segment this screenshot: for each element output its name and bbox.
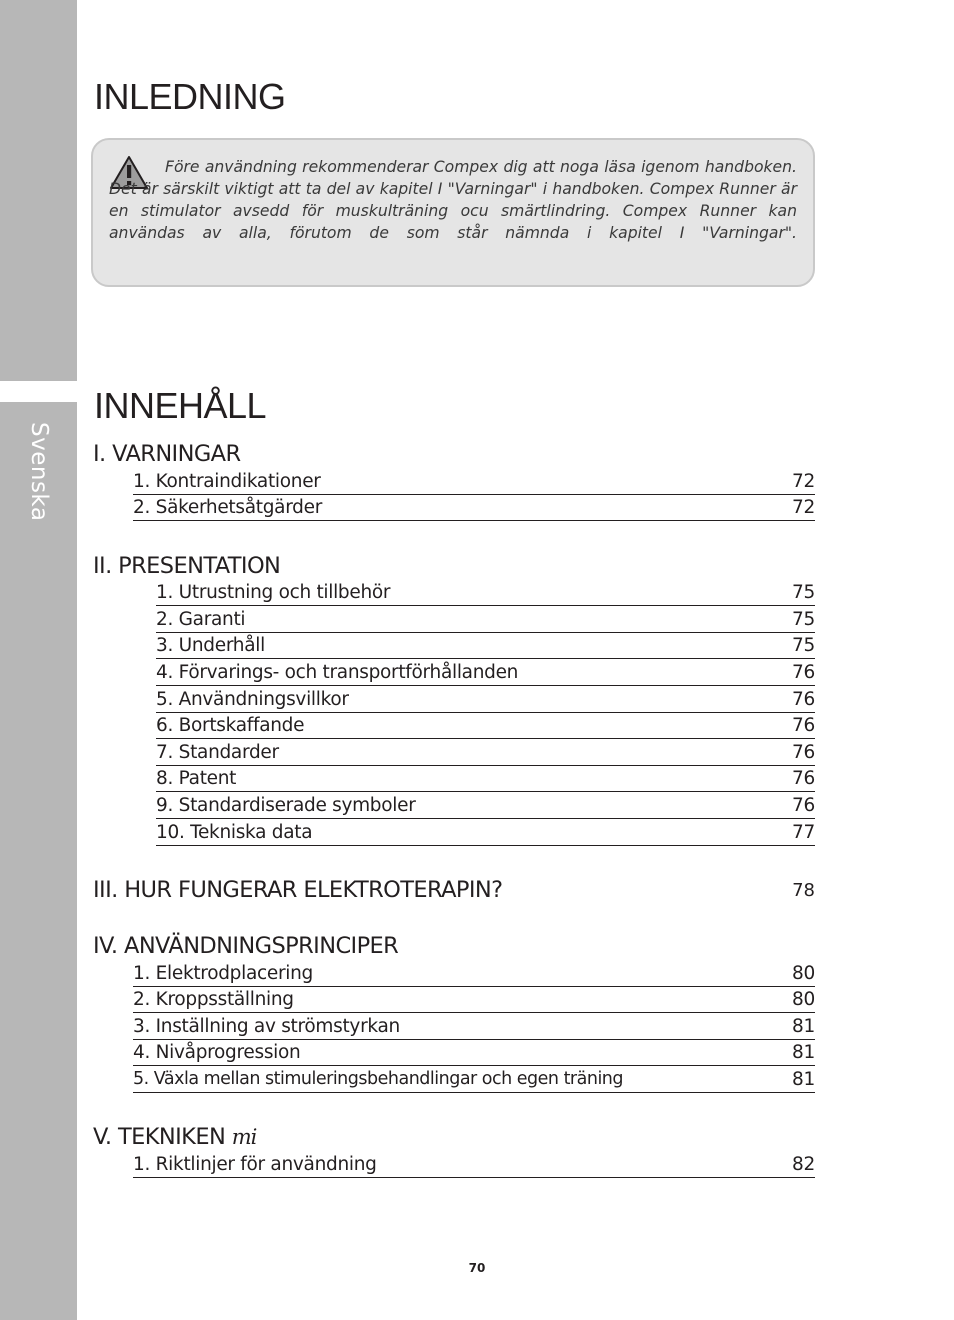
toc-section-heading[interactable]: III. HUR FUNGERAR ELEKTROTERAPIN? (93, 877, 503, 903)
toc-entry[interactable]: 5. Användningsvillkor 76 (156, 688, 815, 713)
toc-section-heading: I. VARNINGAR (93, 441, 241, 467)
toc-section-heading: II. PRESENTATION (93, 553, 281, 579)
intro-title: INLEDNING (94, 76, 286, 117)
warning-text: Före användning rekommenderar Compex dig att noga läsa igenom handboken. Det är särskilt viktigt att ta del av kapitel I "Varningar" i handboken. Compex Runner är en stimulator avsedd för muskulträning ocu smärtlindring. Compex Runner kan användas av alla, förutom de som står nämnda i kapitel I "Varningar". (109, 158, 797, 242)
warning-box (91, 138, 815, 287)
language-tab: Svenska (26, 422, 52, 522)
toc-entry[interactable]: 4. Förvarings- och transportförhållanden 76 (156, 661, 815, 686)
toc-entry[interactable]: 7. Standarder 76 (156, 741, 815, 766)
toc-entry[interactable]: 1. Riktlinjer för användning 82 (133, 1153, 815, 1178)
toc-entry[interactable]: 9. Standardiserade symboler 76 (156, 794, 815, 819)
toc-entry[interactable]: 6. Bortskaffande 76 (156, 714, 815, 739)
toc-title: INNEHÅLL (94, 385, 267, 426)
toc-entry[interactable]: 4. Nivåprogression 81 (133, 1041, 815, 1066)
sidebar-band-top (0, 0, 77, 381)
sidebar-band-language (0, 402, 77, 1320)
toc-entry[interactable]: 3. Inställning av strömstyrkan 81 (133, 1015, 815, 1040)
mi-logo-icon: mi (231, 1125, 257, 1149)
page-number: 70 (468, 1261, 486, 1275)
toc-entry[interactable]: 2. Säkerhetsåtgärder 72 (133, 496, 815, 521)
toc-entry[interactable]: 10. Tekniska data 77 (156, 821, 815, 846)
toc-section-page: 78 (792, 880, 815, 901)
toc-entry[interactable]: 1. Elektrodplacering 80 (133, 962, 815, 987)
toc-section-heading: V. TEKNIKEN mi (93, 1124, 257, 1150)
toc-entry[interactable]: 2. Kroppsställning 80 (133, 988, 815, 1013)
toc-entry[interactable]: 1. Utrustning och tillbehör 75 (156, 581, 815, 606)
toc-entry[interactable]: 1. Kontraindikationer 72 (133, 470, 815, 495)
toc-entry[interactable]: 8. Patent 76 (156, 767, 815, 792)
toc-entry[interactable]: 5. Växla mellan stimuleringsbehandlingar och egen träning 81 (133, 1068, 815, 1093)
toc-entry[interactable]: 3. Underhåll 75 (156, 634, 815, 659)
toc-section-heading: IV. ANVÄNDNINGSPRINCIPER (93, 933, 399, 959)
toc-entry[interactable]: 2. Garanti 75 (156, 608, 815, 633)
